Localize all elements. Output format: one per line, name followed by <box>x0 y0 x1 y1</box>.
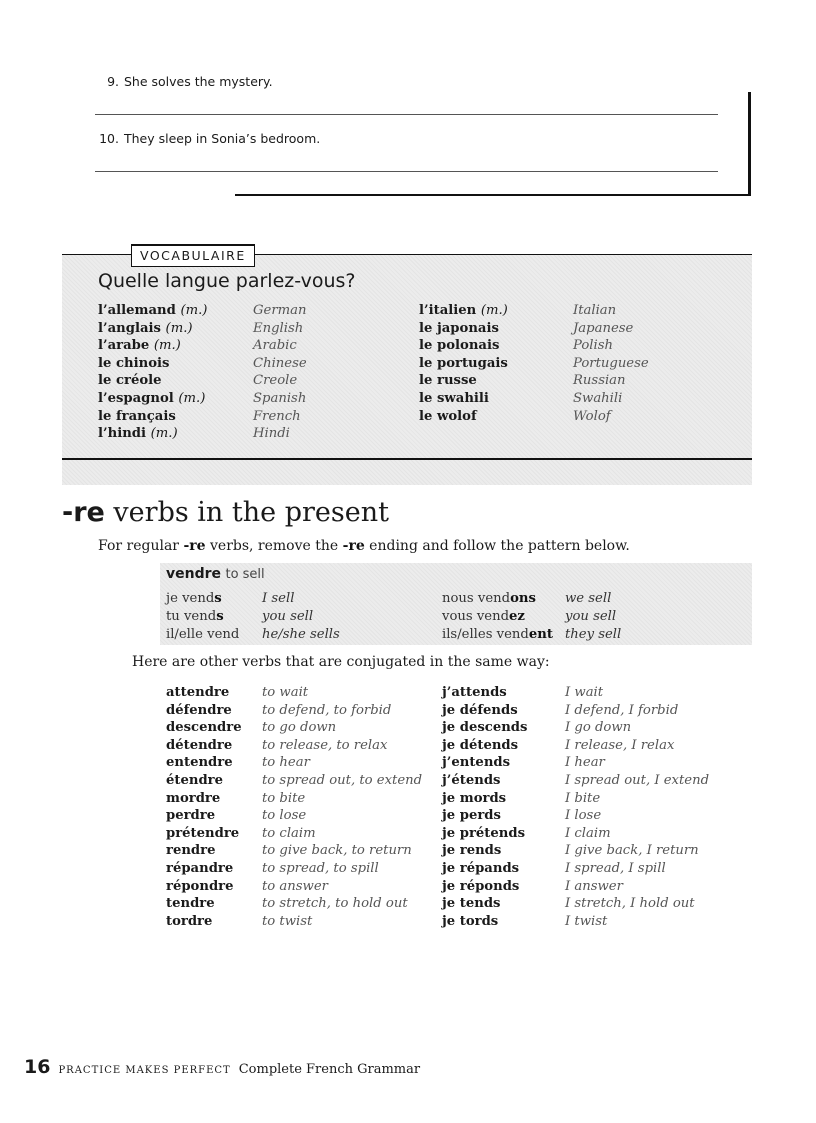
vocab-term: le japonais <box>419 320 499 336</box>
vocab-left-english-column <box>253 302 307 443</box>
vocab-translation: Italian <box>573 303 617 318</box>
vocab-translation: Arabic <box>253 338 297 354</box>
page-number: 16 <box>24 1056 51 1078</box>
verb-je-translation: I defend, I forbid <box>565 702 679 718</box>
vocab-right-french-column <box>419 302 508 425</box>
verb-infinitive: rendre <box>166 843 216 859</box>
verb-translation: to give back, to return <box>262 843 412 859</box>
vocabulary-bottom-rule <box>62 458 752 460</box>
vocab-translation: German <box>253 303 307 318</box>
vocab-translation: Wolof <box>573 408 611 424</box>
verb-infinitive: entendre <box>166 755 233 771</box>
exercise-bracket-horizontal <box>235 194 751 196</box>
conjugation-infinitive: vendre <box>166 566 222 582</box>
page-footer <box>24 1056 420 1078</box>
verb-translation: to spread out, to extend <box>262 772 423 788</box>
vocab-term: le chinois <box>98 355 170 371</box>
verb-je-form: je prétends <box>442 825 526 841</box>
verb-je-form: je réponds <box>442 878 520 894</box>
verb-je-form: je descends <box>442 720 528 736</box>
conjugation-form: ils/elles vendent <box>442 627 553 642</box>
verb-infinitive: attendre <box>166 685 230 700</box>
verb-je-translation: I spread, I spill <box>565 860 666 876</box>
vocab-translation: Russian <box>573 373 626 389</box>
vocabulary-title: Quelle langue parlez-vous? <box>98 270 356 292</box>
verb-translation: to defend, to forbid <box>262 702 392 718</box>
conjugation-form: tu vends <box>166 609 224 624</box>
verb-je-form-column <box>442 684 527 930</box>
other-verbs-intro: Here are other verbs that are conjugated in the same way: <box>132 654 550 670</box>
vocab-translation: Portuguese <box>573 355 649 371</box>
verb-infinitive: tordre <box>166 913 213 929</box>
verb-je-translation: I bite <box>565 790 601 806</box>
verb-infinitive: tendre <box>166 896 215 912</box>
vocab-term: l’anglais (m.) <box>98 320 193 336</box>
item-text: They sleep in Sonia’s bedroom. <box>124 131 321 146</box>
vocab-term: le wolof <box>419 408 477 424</box>
verb-translation: to hear <box>262 755 310 771</box>
verb-je-translation: I go down <box>565 720 632 736</box>
verb-je-translation: I spread out, I extend <box>565 772 710 788</box>
verb-infinitive: perdre <box>166 808 216 824</box>
verb-je-translation: I wait <box>565 685 604 700</box>
verb-translation: to release, to relax <box>262 737 388 753</box>
vocab-term: le swahili <box>419 390 489 406</box>
vocab-term: l’allemand (m.) <box>98 303 208 318</box>
verb-je-form: je mords <box>442 790 507 806</box>
vocab-term: l’espagnol (m.) <box>98 390 206 406</box>
vocab-translation: Swahili <box>573 390 623 406</box>
answer-line-9[interactable] <box>95 114 718 115</box>
conjugation-translation-item: they sell <box>565 627 622 642</box>
vocab-term: l’italien (m.) <box>419 303 508 318</box>
verb-translation: to go down <box>262 720 337 736</box>
verb-je-form: je défends <box>442 702 518 718</box>
verb-je-translation: I give back, I return <box>565 843 699 859</box>
section-heading <box>62 497 389 528</box>
conjugation-form: je vends <box>166 591 222 606</box>
verb-je-translation: I stretch, I hold out <box>565 896 695 912</box>
verb-translation: to twist <box>262 913 313 929</box>
book-title: Complete French Grammar <box>238 1062 421 1077</box>
conjugation-translation-item: I sell <box>262 591 295 606</box>
verb-je-form: j’étends <box>442 772 501 788</box>
exercise-item-10 <box>95 131 320 146</box>
verb-infinitive: prétendre <box>166 825 240 841</box>
series-name: PRACTICE MAKES PERFECT <box>58 1065 231 1076</box>
vocab-translation: Chinese <box>253 355 307 371</box>
verb-je-form: je détends <box>442 737 519 753</box>
verb-infinitive: mordre <box>166 790 221 806</box>
verb-infinitive-column <box>166 684 242 930</box>
verb-translation: to lose <box>262 808 307 824</box>
vocab-right-english-column <box>573 302 649 425</box>
exercise-item-9 <box>95 74 273 89</box>
verb-je-form: je tords <box>442 913 499 929</box>
vocabulary-tab: VOCABULAIRE <box>131 244 255 267</box>
item-text: She solves the mystery. <box>124 74 273 89</box>
verb-je-form: j’attends <box>442 685 507 700</box>
verb-je-translation-column <box>565 684 709 930</box>
verb-translation: to bite <box>262 790 306 806</box>
conjugation-plural-forms <box>442 590 553 644</box>
conjugation-form: il/elle vend <box>166 627 240 642</box>
vocab-translation: Hindi <box>253 426 290 442</box>
item-number: 10. <box>99 131 119 146</box>
vocab-term: le polonais <box>419 338 500 354</box>
vocab-translation: Spanish <box>253 390 307 406</box>
conjugation-singular-forms <box>166 590 239 644</box>
vocab-left-french-column <box>98 302 207 443</box>
verb-je-translation: I hear <box>565 755 605 771</box>
verb-je-translation: I release, I relax <box>565 737 675 753</box>
verb-translation: to spread, to spill <box>262 860 379 876</box>
verb-je-translation: I twist <box>565 913 608 929</box>
verb-je-translation: I claim <box>565 825 611 841</box>
conjugation-singular-translations <box>262 590 340 644</box>
vocab-translation: Japanese <box>573 320 634 336</box>
verb-je-translation: I lose <box>565 808 602 824</box>
answer-line-10[interactable] <box>95 171 718 172</box>
conjugation-form: nous vendons <box>442 591 536 606</box>
exercise-bracket-vertical <box>748 92 751 196</box>
verb-je-form: je répands <box>442 860 520 876</box>
conjugation-plural-translations <box>565 590 621 644</box>
conjugation-translation-item: he/she sells <box>262 627 340 642</box>
verb-translation: to claim <box>262 825 316 841</box>
vocab-translation: Polish <box>573 338 613 354</box>
vocab-term: l’arabe (m.) <box>98 338 181 354</box>
conjugation-translation-item: you sell <box>565 609 617 624</box>
vocab-translation: English <box>253 320 304 336</box>
verb-translation: to stretch, to hold out <box>262 896 408 912</box>
section-heading-rest: verbs in the present <box>104 497 389 528</box>
vocab-term: le portugais <box>419 355 508 371</box>
conjugation-form: vous vendez <box>442 609 525 624</box>
verb-je-form: je perds <box>442 808 501 824</box>
vocab-term: le créole <box>98 373 162 389</box>
item-number: 9. <box>107 74 119 89</box>
verb-translation: to wait <box>262 685 309 700</box>
vocab-term: le russe <box>419 373 477 389</box>
conjugation-translation-item: you sell <box>262 609 314 624</box>
verb-infinitive: détendre <box>166 737 233 753</box>
vocab-term: l’hindi (m.) <box>98 426 178 442</box>
verb-je-form: je rends <box>442 843 502 859</box>
vocab-translation: Creole <box>253 373 298 389</box>
verb-infinitive: descendre <box>166 720 242 736</box>
verb-infinitive-translation-column <box>262 684 422 930</box>
verb-infinitive: répondre <box>166 878 234 894</box>
conjugation-title <box>166 566 265 582</box>
verb-infinitive: étendre <box>166 772 224 788</box>
verb-je-form: j’entends <box>442 755 511 771</box>
section-intro: For regular -re verbs, remove the -re ending and follow the pattern below. <box>98 538 630 554</box>
conjugation-translation: to sell <box>225 567 265 582</box>
verb-translation: to answer <box>262 878 328 894</box>
vocab-term: le français <box>98 408 176 424</box>
vocab-translation: French <box>253 408 301 424</box>
verb-je-form: je tends <box>442 896 501 912</box>
verb-infinitive: défendre <box>166 702 232 718</box>
section-heading-bold: -re <box>62 497 105 528</box>
verb-infinitive: répandre <box>166 860 234 876</box>
conjugation-translation-item: we sell <box>565 591 612 606</box>
verb-je-translation: I answer <box>565 878 623 894</box>
